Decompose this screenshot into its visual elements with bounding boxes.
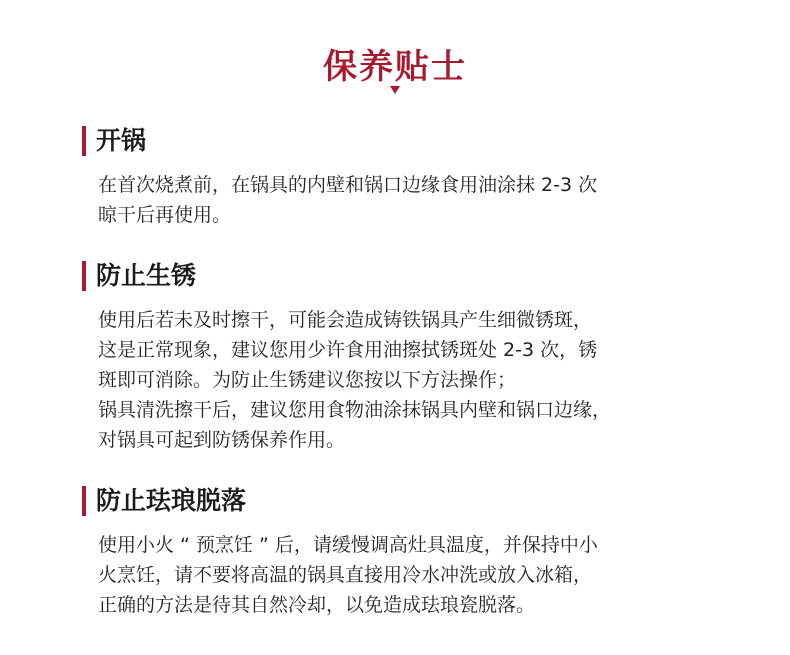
body-line: 这是正常现象，建议您用少许食用油擦拭锈斑处 2-3 次，锈 <box>98 339 598 361</box>
body-line: 晾干后再使用。 <box>98 204 232 226</box>
section-heading: 防止生锈 <box>96 261 197 290</box>
section-header <box>82 124 772 158</box>
body-line: 对锅具可起到防锈保养作用。 <box>98 429 346 451</box>
body-line: 在首次烧煮前，在锅具的内壁和锅口边缘食用油涂抹 2-3 次 <box>98 174 598 196</box>
body-line: 锅具清洗擦干后，建议您用食物油涂抹锅具内壁和锅口边缘， <box>98 399 612 421</box>
body-line: 正确的方法是待其自然冷却，以免造成珐琅瓷脱落。 <box>98 594 536 616</box>
body-line: 使用小火 “ 预烹饪 ” 后，请缓慢调高灶具温度，并保持中小 <box>98 534 598 556</box>
section-prevent-enamel-chipping <box>82 484 772 620</box>
section-body <box>82 170 772 230</box>
section-heading: 防止珐琅脱落 <box>96 486 247 515</box>
body-line: 火烹饪，请不要将高温的锅具直接用冷水冲洗或放入冰箱， <box>98 564 593 586</box>
section-accent-bar <box>82 486 86 516</box>
section-prevent-rust <box>82 259 772 455</box>
section-open-pot <box>82 124 772 230</box>
body-line: 使用后若未及时擦干，可能会造成铸铁锅具产生细微锈斑， <box>98 309 593 331</box>
section-heading: 开锅 <box>96 126 147 155</box>
page-title: 保养贴士 <box>323 46 467 87</box>
section-header <box>82 259 772 293</box>
title-triangle-marker-icon <box>390 86 400 94</box>
section-header <box>82 484 772 518</box>
section-accent-bar <box>82 261 86 291</box>
section-body <box>82 305 772 455</box>
section-accent-bar <box>82 126 86 156</box>
section-body <box>82 530 772 620</box>
body-line: 斑即可消除。为防止生锈建议您按以下方法操作； <box>98 369 517 391</box>
